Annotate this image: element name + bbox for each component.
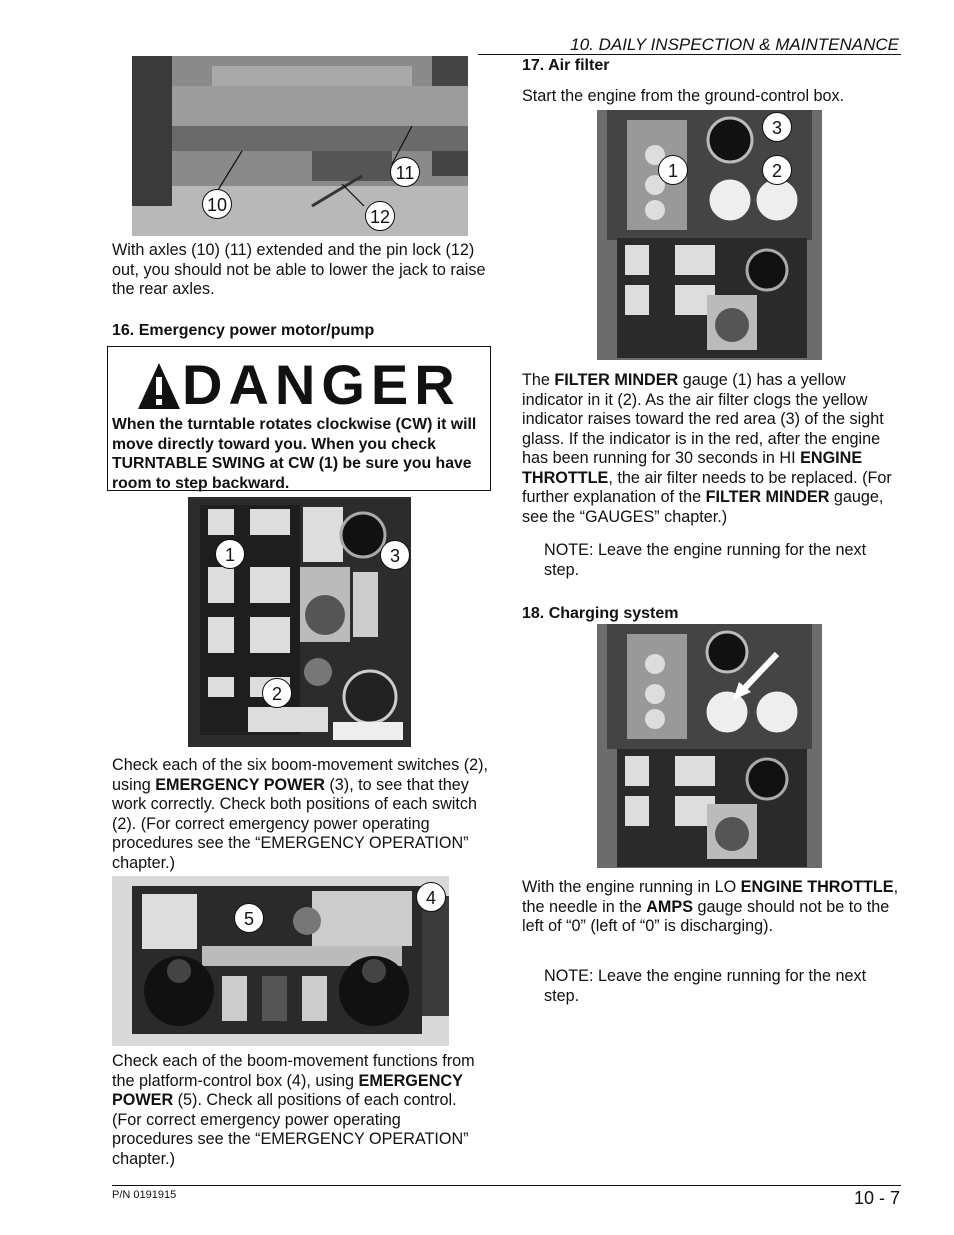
page-number: 10 - 7 xyxy=(853,1188,900,1208)
filter-paragraph: The FILTER MINDER gauge (1) has a yellow indicator in it (2). As the air filter clogs the yellow indicator raises toward the red area (3) of the sight glass. If the indicator is in the red, after the engine has been running for 30 seconds in HI ENGINE THROTTLE, the air filter needs to be replaced. (For further explanation of the FILTER MINDER gauge, see the “GAUGES” chapter.) xyxy=(522,371,892,526)
callout-4: 4 xyxy=(416,882,446,912)
filter-panel-illustration xyxy=(597,110,822,360)
note-1: NOTE: Leave the engine running for the next step. xyxy=(544,541,867,579)
callout-1-filter: 1 xyxy=(658,155,688,185)
callout-1: 1 xyxy=(215,539,245,569)
axles-illustration xyxy=(132,56,468,236)
charging-paragraph: With the engine running in LO ENGINE THROTTLE, the needle in the AMPS gauge should not be to the left of “0” (left of “0” is discharging). xyxy=(522,878,899,935)
platform-box-photo xyxy=(112,876,449,1046)
callout-5: 5 xyxy=(234,903,264,933)
platform-box-illustration xyxy=(112,876,449,1046)
danger-text: When the turntable rotates clockwise (CW) it will move directly toward you. When you check TURNTABLE SWING at CW (1) be sure you have room to step backward. xyxy=(112,416,477,492)
start-engine-paragraph: Start the engine from the ground-control box. xyxy=(522,87,845,105)
filter-panel-photo xyxy=(597,110,822,360)
note-2: NOTE: Leave the engine running for the next step. xyxy=(544,967,867,1005)
charging-panel-photo xyxy=(597,624,822,868)
section-title: 10. DAILY INSPECTION & MAINTENANCE xyxy=(570,35,899,54)
switches-paragraph: Check each of the six boom-movement switches (2), using EMERGENCY POWER (3), to see that they work correctly. Check both positions of each switch (2). (For correct emergency power operating procedures see the “EMERGENCY OPERATION” chapter.) xyxy=(112,756,489,872)
heading-16: 16. Emergency power motor/pump xyxy=(112,322,375,339)
ground-panel-illustration xyxy=(188,497,411,747)
functions-paragraph: Check each of the boom-movement functions from the platform-control box (4), using EMERGENCY POWER (5). Check all positions of each control. (For correct emergency power operating procedures see the “EMERGENCY OPERATION” chapter.) xyxy=(112,1052,475,1168)
heading-18: 18. Charging system xyxy=(522,605,679,622)
callout-2-filter: 2 xyxy=(762,155,792,185)
warning-triangle-icon xyxy=(136,361,182,411)
callout-3: 3 xyxy=(380,540,410,570)
charging-panel-illustration xyxy=(597,624,822,868)
heading-17: 17. Air filter xyxy=(522,57,610,74)
callout-2: 2 xyxy=(262,678,292,708)
footer-rule xyxy=(112,1185,901,1186)
callout-10: 10 xyxy=(202,189,232,219)
danger-word: DANGER xyxy=(182,353,461,416)
axles-photo xyxy=(132,56,468,236)
callout-12: 12 xyxy=(365,201,395,231)
part-number: P/N 0191915 xyxy=(112,1189,177,1201)
ground-panel-photo xyxy=(188,497,411,747)
callout-3-filter: 3 xyxy=(762,112,792,142)
callout-11: 11 xyxy=(390,157,420,187)
axles-paragraph: With axles (10) (11) extended and the pin lock (12) out, you should not be able to lower the jack to raise the rear axles. xyxy=(112,241,486,298)
danger-box xyxy=(107,346,491,491)
